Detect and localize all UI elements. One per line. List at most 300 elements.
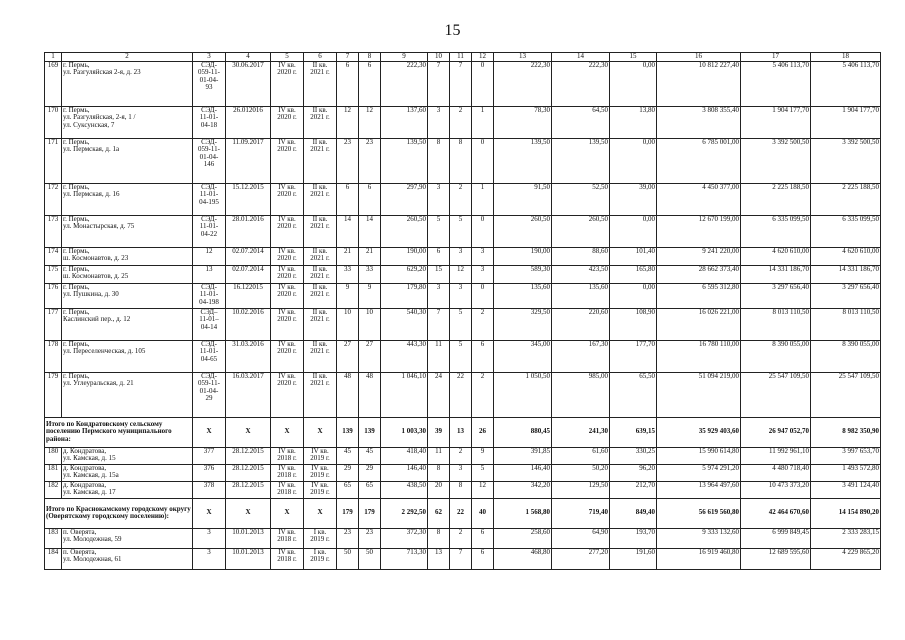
value-cell: 7: [428, 61, 450, 106]
value-cell: 3: [450, 464, 472, 481]
value-cell: 3 297 656,40: [811, 283, 881, 308]
value-cell: 135,60: [552, 283, 610, 308]
subtotal-row: [45, 417, 881, 447]
document-number-cell: X: [193, 417, 226, 447]
value-cell: 8: [428, 528, 450, 548]
value-cell: 12: [450, 265, 472, 283]
column-number: 10: [428, 53, 450, 62]
value-cell: 191,60: [610, 548, 657, 569]
planned-end-cell: I кв. 2019 г.: [304, 528, 337, 548]
document-date-cell: X: [226, 417, 271, 447]
value-cell: 6: [472, 340, 494, 372]
value-cell: 2: [450, 528, 472, 548]
value-cell: 16 026 221,00: [657, 308, 741, 340]
value-cell: 27: [359, 340, 381, 372]
value-cell: 372,30: [381, 528, 428, 548]
value-cell: 9 333 132,60: [657, 528, 741, 548]
value-cell: 713,30: [381, 548, 428, 569]
row-number: 183: [45, 528, 62, 548]
value-cell: 10 473 373,20: [741, 481, 811, 498]
value-cell: 438,50: [381, 481, 428, 498]
value-cell: 51 094 219,00: [657, 372, 741, 417]
value-cell: 0: [472, 215, 494, 247]
value-cell: 260,50: [381, 215, 428, 247]
value-cell: 139,50: [381, 138, 428, 183]
address-cell: г. Пермь, Каслинский пер., д. 12: [62, 308, 193, 340]
document-number-cell: СЭД- 059-11- 01-04- 146: [193, 138, 226, 183]
row-number: 178: [45, 340, 62, 372]
value-cell: 40: [472, 498, 494, 528]
value-cell: 3: [450, 283, 472, 308]
value-cell: 16 919 460,80: [657, 548, 741, 569]
planned-start-cell: IV кв. 2020 г.: [271, 61, 304, 106]
value-cell: 9 241 220,00: [657, 247, 741, 265]
value-cell: 0,00: [610, 283, 657, 308]
table-body: [45, 53, 881, 570]
value-cell: 5 406 113,70: [811, 61, 881, 106]
value-cell: 4 450 377,00: [657, 183, 741, 215]
row-number: 176: [45, 283, 62, 308]
table-row: [45, 61, 881, 106]
value-cell: 9: [359, 283, 381, 308]
table-row: [45, 464, 881, 481]
value-cell: 96,20: [610, 464, 657, 481]
value-cell: 1 003,30: [381, 417, 428, 447]
value-cell: 20: [428, 481, 450, 498]
row-number: 174: [45, 247, 62, 265]
value-cell: 6: [337, 183, 359, 215]
value-cell: 3 297 656,40: [741, 283, 811, 308]
value-cell: 880,45: [494, 417, 552, 447]
planned-end-cell: X: [304, 498, 337, 528]
table-row: [45, 447, 881, 464]
value-cell: 39,00: [610, 183, 657, 215]
value-cell: 7: [428, 308, 450, 340]
document-number-cell: СЭД- 11-01- 04-198: [193, 283, 226, 308]
value-cell: 29: [337, 464, 359, 481]
value-cell: 10: [337, 308, 359, 340]
value-cell: 3 392 500,50: [741, 138, 811, 183]
row-number: 173: [45, 215, 62, 247]
value-cell: 14 154 890,20: [811, 498, 881, 528]
value-cell: 6 335 099,50: [741, 215, 811, 247]
page-number: 15: [444, 22, 461, 39]
value-cell: 540,30: [381, 308, 428, 340]
value-cell: 12 689 595,60: [741, 548, 811, 569]
value-cell: 7: [450, 61, 472, 106]
value-cell: 15 990 614,80: [657, 447, 741, 464]
row-number: 181: [45, 464, 62, 481]
planned-end-cell: IV кв. 2019 г.: [304, 447, 337, 464]
value-cell: 11 992 961,10: [741, 447, 811, 464]
value-cell: 1 493 572,80: [811, 464, 881, 481]
value-cell: 12: [359, 106, 381, 138]
planned-start-cell: IV кв. 2020 г.: [271, 372, 304, 417]
value-cell: 6: [337, 61, 359, 106]
document-number-cell: СЭД- 059-11- 01-04- 93: [193, 61, 226, 106]
subtotal-row: [45, 498, 881, 528]
column-number: 2: [62, 53, 193, 62]
value-cell: 25 547 109,50: [811, 372, 881, 417]
value-cell: 4 620 610,00: [741, 247, 811, 265]
document-date-cell: 11.09.2017: [226, 138, 271, 183]
column-number: 8: [359, 53, 381, 62]
value-cell: 88,60: [552, 247, 610, 265]
address-cell: г. Пермь, ул. Разгуляйская, 2-я, 1 / ул. Суксунская, 7: [62, 106, 193, 138]
value-cell: 190,00: [494, 247, 552, 265]
value-cell: 0: [472, 138, 494, 183]
address-cell: г. Пермь, ул. Монастырская, д. 75: [62, 215, 193, 247]
register-table: [44, 52, 881, 570]
address-cell: г. Пермь, ул. Разгуляйская 2-я, д. 23: [62, 61, 193, 106]
value-cell: 423,50: [552, 265, 610, 283]
value-cell: 10: [359, 308, 381, 340]
value-cell: 1: [472, 183, 494, 215]
value-cell: 177,70: [610, 340, 657, 372]
value-cell: 13 964 497,60: [657, 481, 741, 498]
value-cell: 0,00: [610, 215, 657, 247]
value-cell: 6 999 849,45: [741, 528, 811, 548]
value-cell: 3: [428, 106, 450, 138]
address-cell: п. Оверята, ул. Молодежная, 59: [62, 528, 193, 548]
value-cell: 6: [359, 183, 381, 215]
table-row: [45, 548, 881, 569]
value-cell: 8 982 350,90: [811, 417, 881, 447]
column-number: 3: [193, 53, 226, 62]
column-number: 12: [472, 53, 494, 62]
planned-start-cell: IV кв. 2020 г.: [271, 265, 304, 283]
value-cell: 12: [337, 106, 359, 138]
row-number: 169: [45, 61, 62, 106]
address-cell: п. Оверята, ул. Молодежная, 61: [62, 548, 193, 569]
table-row: [45, 247, 881, 265]
value-cell: 12 670 199,00: [657, 215, 741, 247]
value-cell: 65,50: [610, 372, 657, 417]
planned-end-cell: II кв. 2021 г.: [304, 340, 337, 372]
value-cell: 8: [450, 138, 472, 183]
value-cell: 329,50: [494, 308, 552, 340]
value-cell: 8 013 110,50: [741, 308, 811, 340]
value-cell: 78,30: [494, 106, 552, 138]
value-cell: 33: [359, 265, 381, 283]
value-cell: 260,50: [494, 215, 552, 247]
value-cell: 137,60: [381, 106, 428, 138]
value-cell: 48: [337, 372, 359, 417]
value-cell: 190,00: [381, 247, 428, 265]
document-number-cell: СЭД- 11-01- 04-65: [193, 340, 226, 372]
document-date-cell: 02.07.2014: [226, 247, 271, 265]
value-cell: 0,00: [610, 61, 657, 106]
value-cell: 10 812 227,40: [657, 61, 741, 106]
value-cell: 1 050,50: [494, 372, 552, 417]
value-cell: 3: [450, 247, 472, 265]
value-cell: 241,30: [552, 417, 610, 447]
value-cell: 849,40: [610, 498, 657, 528]
value-cell: 5: [472, 464, 494, 481]
column-number: 4: [226, 53, 271, 62]
document-date-cell: 31.03.2016: [226, 340, 271, 372]
table-row: [45, 106, 881, 138]
column-number-row: [45, 53, 881, 62]
value-cell: 193,70: [610, 528, 657, 548]
value-cell: 13: [450, 417, 472, 447]
document-date-cell: 28.12.2015: [226, 464, 271, 481]
document-number-cell: 377: [193, 447, 226, 464]
row-number: 175: [45, 265, 62, 283]
document-date-cell: 02.07.2014: [226, 265, 271, 283]
value-cell: 61,60: [552, 447, 610, 464]
value-cell: 7: [450, 548, 472, 569]
planned-end-cell: X: [304, 417, 337, 447]
value-cell: 26: [472, 417, 494, 447]
value-cell: 5 406 113,70: [741, 61, 811, 106]
value-cell: 22: [450, 498, 472, 528]
address-cell: г. Пермь, ул. Пермская, д. 1а: [62, 138, 193, 183]
value-cell: 6 335 099,50: [811, 215, 881, 247]
value-cell: 165,80: [610, 265, 657, 283]
planned-end-cell: II кв. 2021 г.: [304, 61, 337, 106]
value-cell: 139,50: [552, 138, 610, 183]
planned-end-cell: IV кв. 2019 г.: [304, 464, 337, 481]
value-cell: 222,30: [494, 61, 552, 106]
value-cell: 129,50: [552, 481, 610, 498]
value-cell: 1 904 177,70: [811, 106, 881, 138]
value-cell: 443,30: [381, 340, 428, 372]
value-cell: 23: [359, 138, 381, 183]
value-cell: 330,25: [610, 447, 657, 464]
value-cell: 2: [450, 447, 472, 464]
planned-start-cell: IV кв. 2020 г.: [271, 340, 304, 372]
value-cell: 6 595 312,80: [657, 283, 741, 308]
value-cell: 2: [450, 183, 472, 215]
value-cell: 418,40: [381, 447, 428, 464]
value-cell: 0,00: [610, 138, 657, 183]
column-number: 5: [271, 53, 304, 62]
value-cell: 11: [428, 447, 450, 464]
value-cell: 12: [472, 481, 494, 498]
value-cell: 45: [337, 447, 359, 464]
value-cell: 21: [337, 247, 359, 265]
value-cell: 4 480 718,40: [741, 464, 811, 481]
value-cell: 3: [428, 183, 450, 215]
table-row: [45, 340, 881, 372]
value-cell: 179,80: [381, 283, 428, 308]
column-number: 17: [741, 53, 811, 62]
value-cell: 167,30: [552, 340, 610, 372]
value-cell: 8 390 055,00: [811, 340, 881, 372]
value-cell: 14 331 186,70: [811, 265, 881, 283]
value-cell: 3 392 500,50: [811, 138, 881, 183]
row-number: 170: [45, 106, 62, 138]
document-number-cell: 378: [193, 481, 226, 498]
planned-end-cell: II кв. 2021 г.: [304, 106, 337, 138]
value-cell: 135,60: [494, 283, 552, 308]
planned-start-cell: IV кв. 2020 г.: [271, 106, 304, 138]
value-cell: 3 808 355,40: [657, 106, 741, 138]
value-cell: 8: [450, 481, 472, 498]
value-cell: 4 620 610,00: [811, 247, 881, 265]
value-cell: 23: [337, 138, 359, 183]
value-cell: 3: [428, 283, 450, 308]
document-number-cell: X: [193, 498, 226, 528]
table-row: [45, 481, 881, 498]
document-number-cell: СЭД- 11-01- 04-18: [193, 106, 226, 138]
value-cell: 50,20: [552, 464, 610, 481]
planned-end-cell: II кв. 2021 г.: [304, 215, 337, 247]
planned-start-cell: IV кв. 2018 г.: [271, 548, 304, 569]
table-row: [45, 265, 881, 283]
document-date-cell: 10.02.2016: [226, 308, 271, 340]
address-cell: д. Кондратова, ул. Камская, д. 15а: [62, 464, 193, 481]
value-cell: 297,90: [381, 183, 428, 215]
value-cell: 5: [450, 340, 472, 372]
planned-start-cell: X: [271, 498, 304, 528]
planned-end-cell: II кв. 2021 г.: [304, 247, 337, 265]
value-cell: 719,40: [552, 498, 610, 528]
value-cell: 1 046,10: [381, 372, 428, 417]
value-cell: 27: [337, 340, 359, 372]
value-cell: 8: [428, 138, 450, 183]
value-cell: 15: [428, 265, 450, 283]
value-cell: 14: [337, 215, 359, 247]
column-number: 15: [610, 53, 657, 62]
row-number: 182: [45, 481, 62, 498]
value-cell: 589,30: [494, 265, 552, 283]
value-cell: 42 464 670,60: [741, 498, 811, 528]
value-cell: 0: [472, 283, 494, 308]
value-cell: 8 390 055,00: [741, 340, 811, 372]
value-cell: 6: [472, 528, 494, 548]
value-cell: 23: [359, 528, 381, 548]
row-number: 179: [45, 372, 62, 417]
value-cell: 4 229 865,20: [811, 548, 881, 569]
row-number: 180: [45, 447, 62, 464]
value-cell: 16 780 110,00: [657, 340, 741, 372]
value-cell: 220,60: [552, 308, 610, 340]
value-cell: 212,70: [610, 481, 657, 498]
value-cell: 101,40: [610, 247, 657, 265]
document-number-cell: СЭД- 11-01- 04-22: [193, 215, 226, 247]
column-number: 11: [450, 53, 472, 62]
document-number-cell: СЭД- 11-01- 04-195: [193, 183, 226, 215]
value-cell: 65: [337, 481, 359, 498]
document-date-cell: 28.01.2016: [226, 215, 271, 247]
value-cell: 2: [472, 308, 494, 340]
table-row: [45, 283, 881, 308]
value-cell: 64,90: [552, 528, 610, 548]
planned-end-cell: IV кв. 2019 г.: [304, 481, 337, 498]
document-date-cell: 16.03.2017: [226, 372, 271, 417]
address-cell: г. Пермь, ш. Космонавтов, д. 23: [62, 247, 193, 265]
value-cell: 65: [359, 481, 381, 498]
value-cell: 62: [428, 498, 450, 528]
document-number-cell: СЭД– 11-01– 04-14: [193, 308, 226, 340]
document-number-cell: 12: [193, 247, 226, 265]
planned-start-cell: IV кв. 2020 г.: [271, 183, 304, 215]
value-cell: 3: [472, 265, 494, 283]
column-number: 14: [552, 53, 610, 62]
planned-start-cell: IV кв. 2020 г.: [271, 138, 304, 183]
value-cell: 45: [359, 447, 381, 464]
value-cell: 222,30: [381, 61, 428, 106]
planned-end-cell: II кв. 2021 г.: [304, 183, 337, 215]
row-number: 172: [45, 183, 62, 215]
value-cell: 468,80: [494, 548, 552, 569]
value-cell: 29: [359, 464, 381, 481]
value-cell: 28 662 373,40: [657, 265, 741, 283]
value-cell: 345,00: [494, 340, 552, 372]
value-cell: 2: [450, 106, 472, 138]
value-cell: 258,60: [494, 528, 552, 548]
value-cell: 139,50: [494, 138, 552, 183]
planned-end-cell: II кв. 2021 г.: [304, 138, 337, 183]
column-number: 16: [657, 53, 741, 62]
value-cell: 179: [337, 498, 359, 528]
value-cell: 3: [472, 247, 494, 265]
value-cell: 39: [428, 417, 450, 447]
value-cell: 108,90: [610, 308, 657, 340]
value-cell: 146,40: [381, 464, 428, 481]
subtotal-label: Итого по Краснокамскому городскому округу (Оверятскому городскому поселению):: [45, 498, 193, 528]
value-cell: 629,20: [381, 265, 428, 283]
column-number: 6: [304, 53, 337, 62]
value-cell: 391,85: [494, 447, 552, 464]
value-cell: 2 292,50: [381, 498, 428, 528]
value-cell: 5: [428, 215, 450, 247]
value-cell: 1 568,80: [494, 498, 552, 528]
document-date-cell: 26.012016: [226, 106, 271, 138]
table-row: [45, 372, 881, 417]
column-number: 1: [45, 53, 62, 62]
value-cell: 8: [428, 464, 450, 481]
value-cell: 13: [428, 548, 450, 569]
value-cell: 2: [472, 372, 494, 417]
address-cell: д. Кондратова, ул. Камская, д. 15: [62, 447, 193, 464]
table-row: [45, 138, 881, 183]
planned-end-cell: II кв. 2021 г.: [304, 372, 337, 417]
document-date-cell: 10.01.2013: [226, 548, 271, 569]
value-cell: 14 331 186,70: [741, 265, 811, 283]
address-cell: г. Пермь, ул. Углеуральская, д. 21: [62, 372, 193, 417]
value-cell: 5: [450, 215, 472, 247]
value-cell: 6: [428, 247, 450, 265]
address-cell: г. Пермь, ул. Переселенческая, д. 105: [62, 340, 193, 372]
address-cell: г. Пермь, ш. Космонавтов, д. 25: [62, 265, 193, 283]
value-cell: 222,30: [552, 61, 610, 106]
column-number: 7: [337, 53, 359, 62]
planned-start-cell: IV кв. 2018 г.: [271, 481, 304, 498]
value-cell: 9: [337, 283, 359, 308]
value-cell: 2 225 188,50: [811, 183, 881, 215]
value-cell: 35 929 403,60: [657, 417, 741, 447]
value-cell: 48: [359, 372, 381, 417]
document-number-cell: 3: [193, 548, 226, 569]
planned-start-cell: IV кв. 2020 г.: [271, 283, 304, 308]
value-cell: 50: [359, 548, 381, 569]
value-cell: 50: [337, 548, 359, 569]
document-date-cell: 28.12.2015: [226, 447, 271, 464]
value-cell: 6: [472, 548, 494, 569]
planned-end-cell: I кв. 2019 г.: [304, 548, 337, 569]
value-cell: 0: [472, 61, 494, 106]
value-cell: 146,40: [494, 464, 552, 481]
value-cell: 8 013 110,50: [811, 308, 881, 340]
value-cell: 64,50: [552, 106, 610, 138]
value-cell: 23: [337, 528, 359, 548]
planned-end-cell: II кв. 2021 г.: [304, 283, 337, 308]
value-cell: 3 491 124,40: [811, 481, 881, 498]
value-cell: 9: [472, 447, 494, 464]
